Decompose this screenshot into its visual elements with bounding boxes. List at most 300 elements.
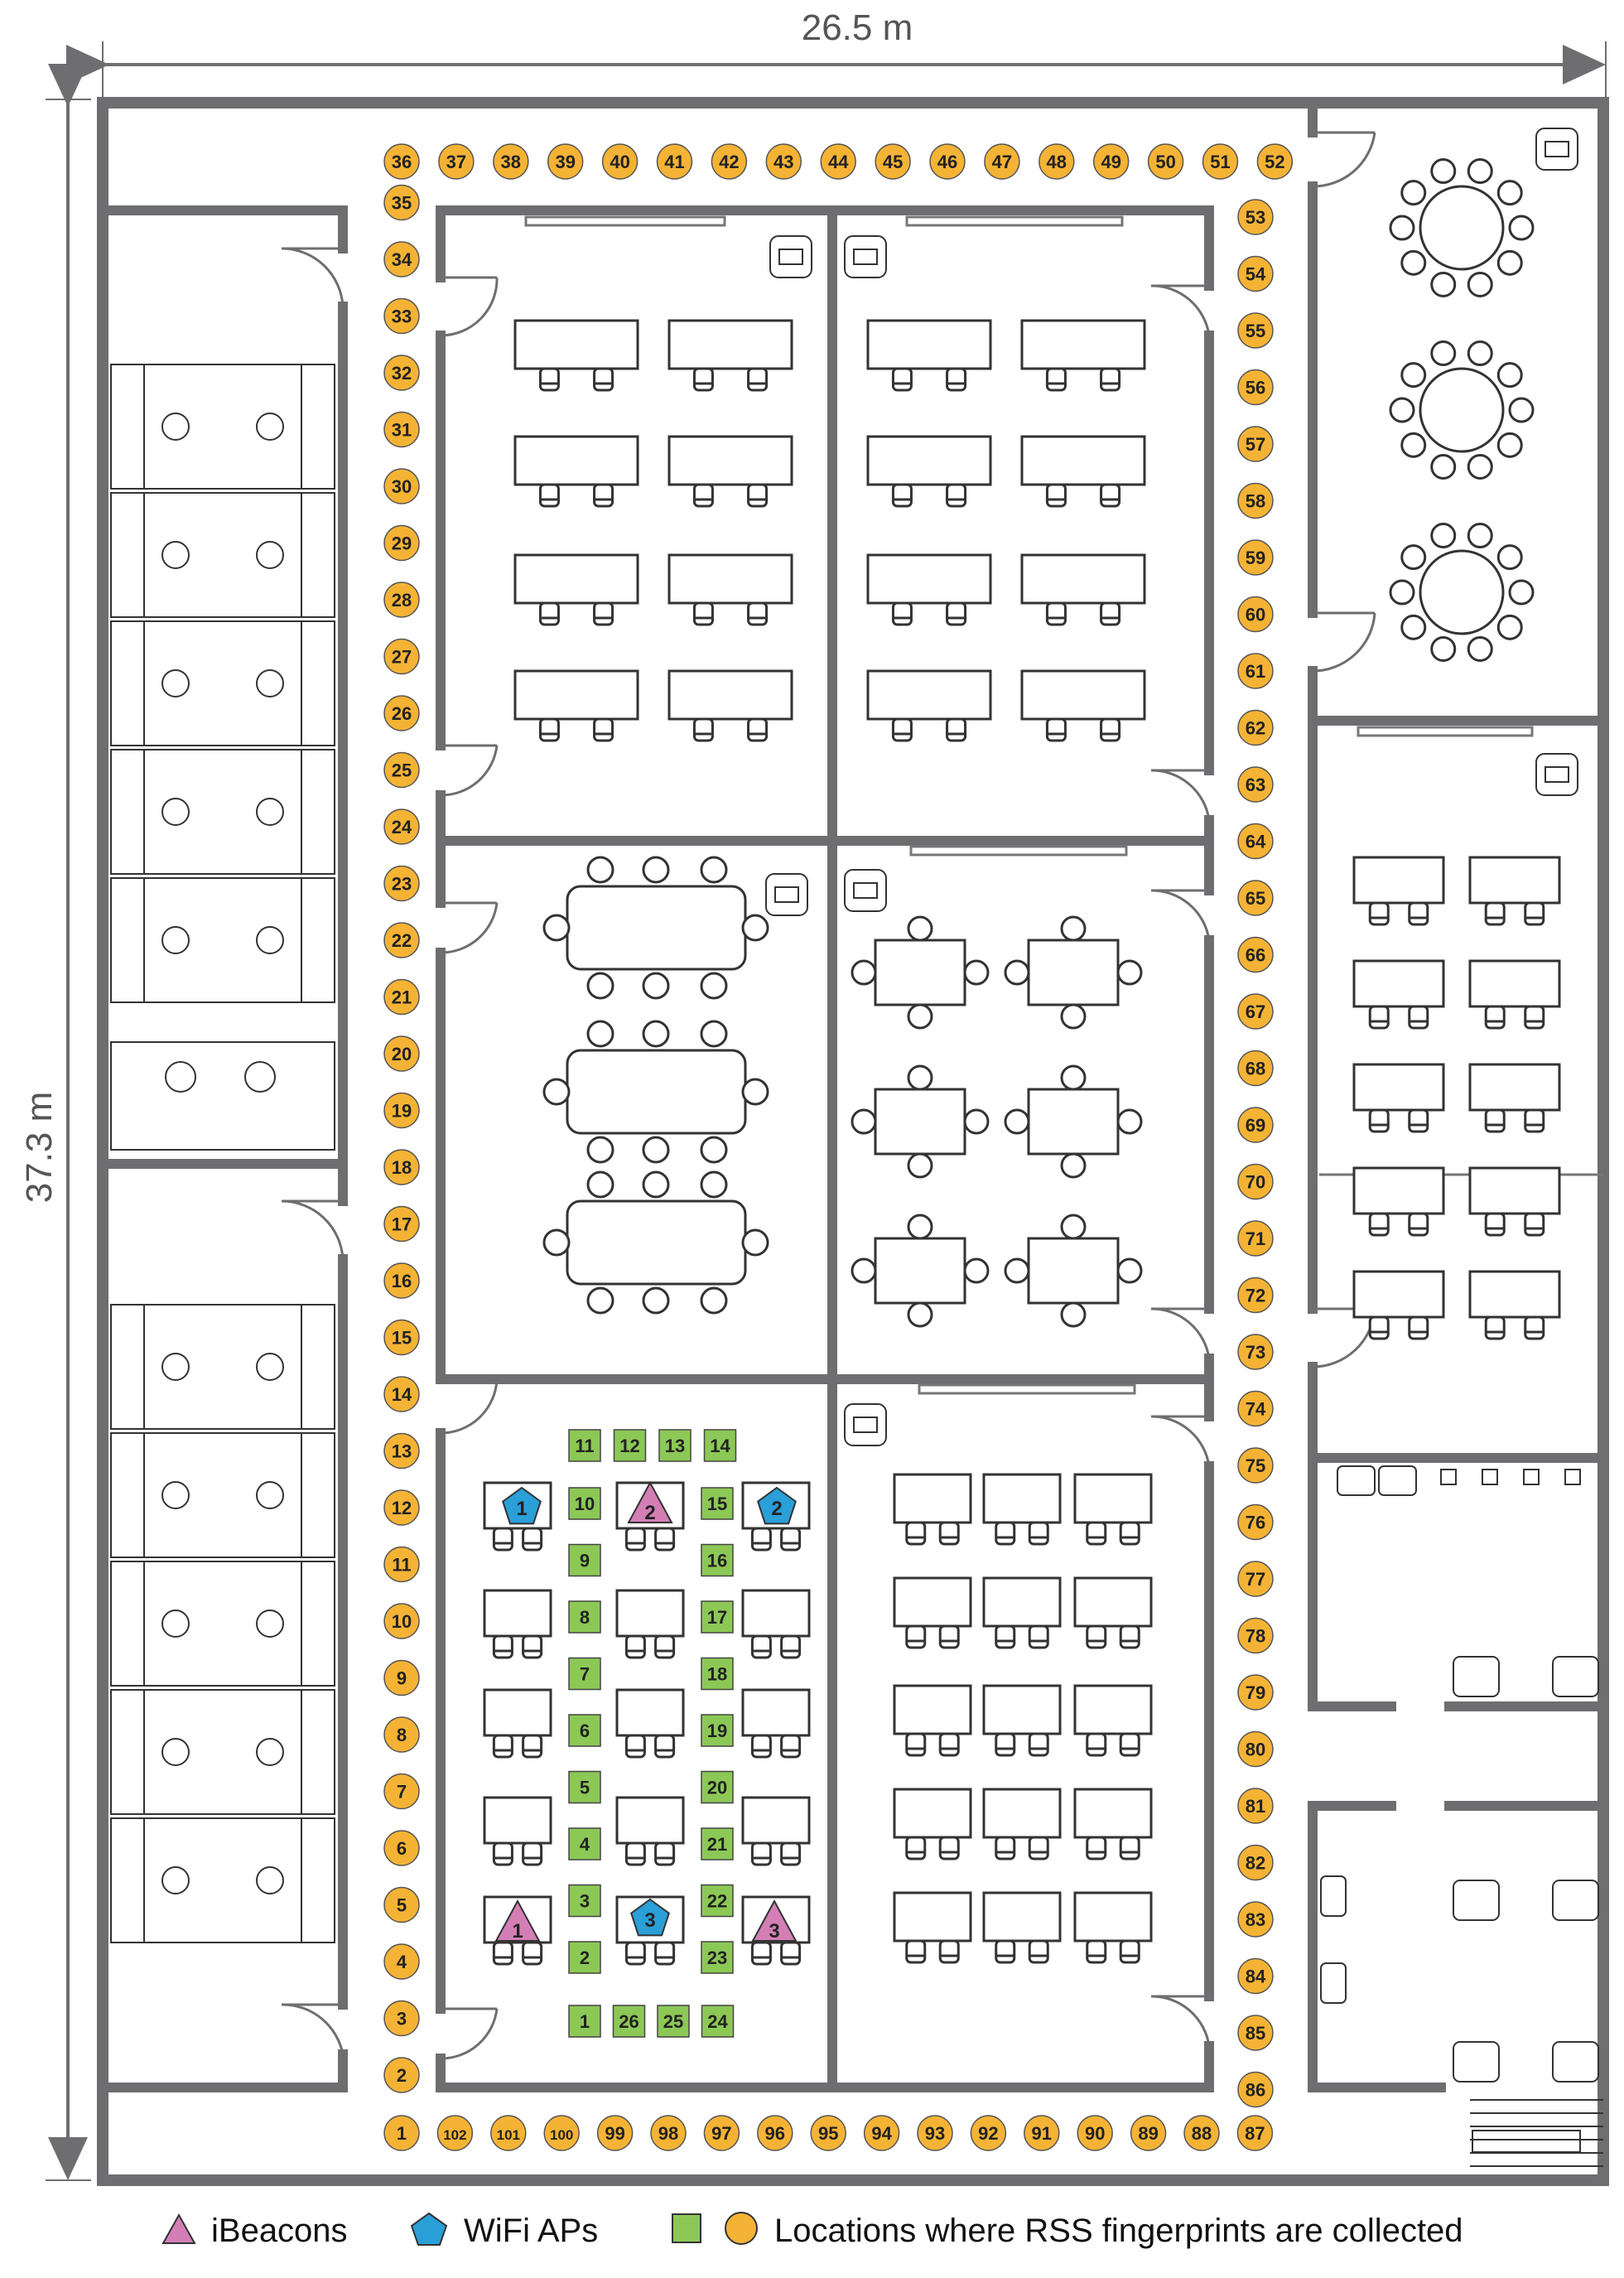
orange-point-label: 76	[1245, 1512, 1266, 1533]
chair	[996, 1941, 1014, 1962]
desk-with-chairs	[984, 1474, 1060, 1544]
chair	[1525, 1110, 1544, 1132]
orange-location-point	[1238, 1788, 1273, 1823]
orange-location-point	[1238, 824, 1273, 859]
green-location-point	[701, 1942, 733, 1973]
chair	[1120, 1626, 1139, 1648]
orange-location-point	[1077, 2116, 1112, 2150]
orange-point-label: 96	[764, 2123, 786, 2144]
chair	[694, 369, 712, 390]
chair	[656, 1528, 674, 1550]
orange-point-label: 48	[1046, 152, 1067, 172]
door	[441, 278, 497, 335]
door	[441, 2009, 497, 2058]
desk-with-chairs	[1354, 961, 1443, 1028]
desk-with-chairs	[1470, 961, 1559, 1028]
width-dimension	[103, 7, 1606, 101]
orange-location-point	[1238, 711, 1273, 746]
desk-with-chairs	[617, 1590, 683, 1658]
desk-with-chairs	[515, 671, 638, 741]
orange-point-label: 8	[396, 1725, 407, 1745]
chair	[940, 1837, 958, 1859]
orange-location-point	[384, 1490, 419, 1525]
ibeacon-label: 2	[644, 1502, 656, 1524]
orange-point-label: 38	[500, 152, 522, 172]
green-location-point	[659, 1430, 691, 1461]
desk-with-chairs	[1075, 1789, 1151, 1859]
orange-location-point	[384, 1377, 419, 1412]
chair	[1370, 1110, 1388, 1132]
desk-with-chairs	[1354, 857, 1443, 924]
green-location-point	[702, 2005, 734, 2037]
green-point-label: 18	[706, 1663, 728, 1685]
orange-point-label: 24	[391, 817, 412, 837]
orange-location-point	[1238, 2073, 1273, 2107]
orange-location-point	[1238, 1619, 1273, 1653]
round-table	[1390, 342, 1533, 479]
chair	[1047, 485, 1065, 506]
orange-location-point	[1238, 200, 1273, 234]
projector-icon	[1536, 128, 1578, 170]
door	[441, 746, 497, 795]
orange-point-label: 53	[1245, 207, 1266, 228]
green-location-point	[569, 1828, 600, 1860]
chair	[752, 1636, 770, 1658]
green-point-label: 17	[706, 1607, 728, 1628]
orange-point-label: 21	[391, 987, 412, 1008]
orange-point-label: 65	[1245, 888, 1266, 909]
orange-point-label: 18	[391, 1157, 412, 1178]
orange-point-label: 6	[396, 1838, 407, 1859]
chair	[947, 369, 966, 390]
chair	[540, 369, 558, 390]
orange-point-label: 20	[391, 1044, 412, 1064]
chair	[940, 1626, 958, 1648]
orange-point-label: 86	[1245, 2079, 1266, 2101]
chair	[996, 1523, 1014, 1544]
desk-with-chairs	[484, 1798, 551, 1865]
chair	[1120, 1941, 1139, 1962]
orange-location-point	[384, 1774, 419, 1809]
orange-location-point	[1039, 144, 1074, 179]
desk-with-chairs	[484, 1690, 551, 1757]
chair	[1120, 1837, 1139, 1859]
green-location-point	[701, 1885, 733, 1917]
green-location-point	[569, 1772, 600, 1803]
orange-location-point	[384, 469, 419, 504]
desk-with-chairs	[1470, 1272, 1559, 1339]
square-table	[1005, 1215, 1141, 1326]
orange-point-label: 91	[1031, 2123, 1053, 2144]
desk-with-chairs	[1470, 1168, 1559, 1235]
green-point-label: 20	[706, 1777, 728, 1798]
chair	[752, 1735, 770, 1757]
green-location-point	[569, 1715, 600, 1746]
chair	[1029, 1523, 1048, 1544]
orange-point-label: 95	[817, 2123, 839, 2144]
orange-location-point	[1238, 2015, 1273, 2050]
green-point-label: 10	[574, 1494, 595, 1514]
chair	[1101, 369, 1120, 390]
legend-wifi-label: WiFi APs	[464, 2213, 599, 2249]
orange-point-label: 75	[1245, 1455, 1266, 1476]
chair	[752, 1843, 770, 1865]
legend-ibeacons-label: iBeacons	[211, 2213, 348, 2249]
cubicle-row	[111, 1305, 335, 1429]
orange-location-point	[384, 1207, 419, 1242]
desk-with-chairs	[484, 1590, 551, 1658]
orange-location-point	[494, 144, 528, 179]
door	[1151, 1417, 1209, 1466]
desk-with-chairs	[1022, 437, 1145, 506]
green-location-point	[614, 2005, 645, 2037]
orange-location-point	[384, 1093, 419, 1128]
chair	[749, 369, 767, 390]
green-location-point	[701, 1658, 733, 1690]
orange-location-point	[384, 1320, 419, 1355]
orange-point-label: 77	[1245, 1569, 1266, 1590]
green-location-point	[569, 2005, 600, 2037]
chair	[595, 369, 613, 390]
orange-point-label: 49	[1101, 152, 1121, 172]
chair	[782, 1528, 800, 1550]
chair	[494, 1735, 512, 1757]
green-location-point	[701, 1715, 733, 1746]
chair	[1486, 1317, 1504, 1339]
orange-location-point	[1238, 1959, 1273, 1994]
desk-with-chairs	[1354, 1168, 1443, 1235]
chair	[656, 1843, 674, 1865]
ibeacon-label: 3	[769, 1920, 780, 1943]
orange-point-label: 27	[391, 646, 412, 668]
orange-location-point	[603, 144, 638, 179]
orange-location-point	[437, 2116, 472, 2150]
orange-location-point	[1238, 1165, 1273, 1199]
green-location-point	[569, 1545, 600, 1576]
green-point-label: 12	[619, 1436, 640, 1456]
cubicle-row	[111, 1433, 335, 1557]
orange-point-label: 89	[1138, 2123, 1159, 2144]
orange-point-label: 90	[1084, 2123, 1106, 2144]
orange-location-point	[1238, 1108, 1273, 1142]
chair	[595, 719, 613, 741]
cubicle-row	[111, 878, 335, 1002]
orange-point-label: 30	[391, 476, 412, 497]
orange-point-label: 74	[1245, 1398, 1266, 1420]
green-point-label: 26	[619, 2011, 639, 2032]
chair	[1370, 1006, 1388, 1028]
orange-point-label: 15	[391, 1327, 412, 1349]
orange-point-label: 94	[871, 2123, 892, 2144]
chair	[947, 719, 966, 741]
orange-point-label: 54	[1245, 263, 1266, 285]
green-point-label: 3	[579, 1890, 590, 1912]
orange-point-label: 17	[391, 1214, 412, 1235]
chair	[782, 1636, 800, 1658]
orange-point-label: 64	[1245, 831, 1266, 852]
chair	[1370, 1317, 1388, 1339]
green-point-label: 14	[710, 1436, 730, 1456]
orange-location-point	[598, 2116, 633, 2150]
green-point-label: 5	[579, 1777, 590, 1798]
desk-with-chairs	[984, 1686, 1060, 1755]
chair	[1370, 903, 1388, 924]
orange-location-point	[821, 144, 855, 179]
orange-location-point	[1238, 1278, 1273, 1313]
orange-location-point	[384, 1434, 419, 1469]
green-location-point	[569, 1942, 600, 1973]
cubicle-row	[111, 1561, 335, 1686]
orange-point-label: 56	[1245, 377, 1266, 398]
orange-point-label: 40	[610, 152, 630, 172]
orange-location-point	[544, 2116, 579, 2150]
chair	[1410, 1006, 1428, 1028]
green-point-label: 19	[706, 1721, 728, 1741]
desk-with-chairs	[984, 1578, 1060, 1648]
orange-point-label: 3	[396, 2008, 407, 2029]
chair	[1087, 1734, 1106, 1755]
conference-table	[544, 1172, 768, 1313]
orange-point-label: 46	[937, 152, 958, 172]
orange-location-point	[384, 866, 419, 901]
chair	[907, 1837, 925, 1859]
orange-location-point	[1238, 313, 1273, 348]
orange-point-label: 55	[1245, 321, 1266, 341]
desk-with-chairs	[868, 321, 990, 390]
restroom-fixtures	[1321, 1466, 1598, 2082]
orange-location-point	[1238, 597, 1273, 632]
chair	[1486, 903, 1504, 924]
chair	[523, 1843, 542, 1865]
orange-location-point	[930, 144, 965, 179]
chair	[656, 1943, 674, 1964]
green-location-point	[701, 1601, 733, 1633]
orange-location-point	[384, 1831, 419, 1865]
orange-location-point	[1238, 1561, 1273, 1596]
desk-with-chairs	[1075, 1686, 1151, 1755]
orange-point-label: 31	[391, 419, 412, 441]
orange-point-label: 100	[550, 2127, 574, 2143]
wifi-ap-label: 3	[644, 1909, 656, 1932]
orange-location-point	[1238, 257, 1273, 292]
orange-location-point	[704, 2116, 739, 2150]
round-table	[1390, 524, 1533, 661]
orange-point-label: 80	[1245, 1739, 1266, 1760]
orange-point-label: 70	[1245, 1171, 1266, 1193]
orange-location-point	[1238, 994, 1273, 1029]
orange-point-label: 101	[496, 2127, 520, 2143]
orange-point-label: 83	[1245, 1909, 1266, 1930]
orange-location-point	[384, 186, 419, 220]
conference-table	[544, 857, 768, 998]
orange-point-label: 22	[391, 930, 412, 951]
desk-with-chairs	[1075, 1578, 1151, 1648]
chair	[1410, 1317, 1428, 1339]
orange-point-label: 39	[555, 152, 576, 172]
green-point-label: 16	[706, 1550, 728, 1571]
orange-point-label: 52	[1265, 152, 1285, 172]
green-point-label: 4	[579, 1834, 590, 1855]
green-location-legend-icon	[672, 2214, 701, 2242]
desk-with-chairs	[743, 1798, 809, 1865]
chair	[1410, 1214, 1428, 1235]
orange-location-point	[384, 2058, 419, 2092]
orange-location-point	[1238, 881, 1273, 915]
chair	[749, 485, 767, 506]
orange-location-point	[384, 2116, 419, 2150]
chair	[1486, 1110, 1504, 1132]
desk-with-chairs	[894, 1474, 971, 1544]
door	[1151, 286, 1209, 335]
desk-with-chairs	[868, 437, 990, 506]
orange-location-point	[766, 144, 801, 179]
cubicle-row	[111, 493, 335, 617]
orange-point-label: 66	[1245, 944, 1266, 966]
orange-location-point	[1238, 1505, 1273, 1540]
orange-point-label: 57	[1245, 434, 1266, 455]
chair	[626, 1943, 644, 1964]
desk-with-chairs	[894, 1789, 971, 1859]
orange-location-point	[1238, 427, 1273, 461]
orange-location-point	[918, 2116, 952, 2150]
orange-location-point	[1238, 1334, 1273, 1369]
orange-point-label: 72	[1245, 1285, 1266, 1306]
orange-point-label: 42	[719, 152, 740, 172]
orange-point-label: 62	[1245, 717, 1266, 739]
chair	[1525, 903, 1544, 924]
conference-table	[544, 1021, 768, 1162]
orange-location-point	[1238, 1448, 1273, 1483]
orange-point-label: 1	[396, 2123, 407, 2144]
desk-with-chairs	[669, 437, 792, 506]
orange-location-point	[384, 582, 419, 617]
chair	[595, 485, 613, 506]
chair	[940, 1523, 958, 1544]
desk-with-chairs	[617, 1798, 683, 1865]
orange-point-label: 73	[1245, 1342, 1266, 1363]
chair	[752, 1528, 770, 1550]
desk-with-chairs	[1354, 1272, 1443, 1339]
orange-location-point	[384, 753, 419, 788]
height-label: 37.3 m	[19, 1091, 60, 1204]
wifi-ap-label: 1	[516, 1498, 528, 1520]
orange-point-label: 4	[396, 1952, 407, 1972]
cubicle-row	[111, 621, 335, 746]
chair	[1525, 1317, 1544, 1339]
chair	[907, 1734, 925, 1755]
chair	[656, 1636, 674, 1658]
chair	[694, 485, 712, 506]
desk-with-chairs	[515, 321, 638, 390]
door	[282, 1201, 343, 1259]
door	[282, 249, 343, 306]
orange-location-point	[651, 2116, 686, 2150]
chair	[1047, 369, 1065, 390]
orange-location-point	[384, 1150, 419, 1185]
orange-location-point	[1184, 2116, 1219, 2150]
orange-location-point	[384, 2001, 419, 2036]
orange-point-label: 19	[391, 1100, 412, 1122]
orange-point-label: 81	[1245, 1796, 1266, 1817]
orange-location-point	[758, 2116, 793, 2150]
orange-location-point	[658, 144, 692, 179]
orange-point-label: 58	[1245, 490, 1266, 512]
door	[1151, 1996, 1209, 2046]
orange-point-label: 9	[396, 1667, 407, 1689]
chair	[1029, 1626, 1048, 1648]
orange-location-point	[548, 144, 583, 179]
desk-with-chairs	[515, 555, 638, 625]
orange-point-label: 7	[396, 1781, 407, 1803]
orange-point-label: 87	[1245, 2123, 1265, 2144]
cubicle-row	[111, 1818, 335, 1943]
projector-icon	[845, 870, 886, 911]
orange-point-label: 43	[773, 152, 794, 172]
chair	[1087, 1941, 1106, 1962]
height-dimension	[19, 99, 91, 2180]
orange-location-point	[491, 2116, 526, 2150]
square-table	[852, 1066, 988, 1177]
orange-location-point	[1237, 2116, 1272, 2150]
green-point-label: 1	[579, 2011, 590, 2032]
square-table	[1005, 1066, 1141, 1177]
orange-location-point	[384, 1661, 419, 1696]
green-point-label: 15	[706, 1494, 728, 1514]
orange-point-label: 2	[396, 2065, 407, 2086]
chair	[694, 603, 712, 625]
chair	[893, 719, 911, 741]
orange-point-label: 10	[391, 1611, 412, 1632]
chair	[1101, 485, 1120, 506]
orange-point-label: 93	[924, 2123, 946, 2144]
orange-point-label: 26	[391, 703, 412, 724]
chair	[907, 1941, 925, 1962]
chair	[1120, 1523, 1139, 1544]
reception-desk	[111, 1042, 335, 1150]
orange-location-point	[384, 1036, 419, 1071]
chair	[996, 1734, 1014, 1755]
chair	[940, 1941, 958, 1962]
chair	[523, 1636, 542, 1658]
orange-location-point	[1238, 1675, 1273, 1710]
orange-point-label: 78	[1245, 1625, 1266, 1647]
orange-location-point	[384, 413, 419, 447]
orange-point-label: 84	[1245, 1966, 1266, 1987]
desk-with-chairs	[1470, 857, 1559, 924]
chair	[1525, 1006, 1544, 1028]
chair	[626, 1636, 644, 1658]
orange-location-point	[1238, 938, 1273, 972]
chair	[782, 1735, 800, 1757]
desk-with-chairs	[669, 321, 792, 390]
orange-point-label: 98	[658, 2123, 679, 2144]
walls	[103, 103, 1603, 2180]
chair	[1087, 1626, 1106, 1648]
orange-point-label: 23	[391, 873, 412, 895]
chair	[523, 1943, 542, 1964]
chair	[1029, 1837, 1048, 1859]
orange-point-label: 99	[605, 2123, 625, 2144]
desk-with-chairs	[1354, 1064, 1443, 1132]
green-location-point	[658, 2005, 689, 2037]
door	[1313, 133, 1375, 186]
orange-location-point	[811, 2116, 846, 2150]
orange-point-label: 97	[711, 2123, 732, 2144]
orange-point-label: 29	[391, 533, 412, 554]
door	[1151, 770, 1209, 820]
chair	[907, 1626, 925, 1648]
orange-point-label: 12	[391, 1498, 412, 1518]
